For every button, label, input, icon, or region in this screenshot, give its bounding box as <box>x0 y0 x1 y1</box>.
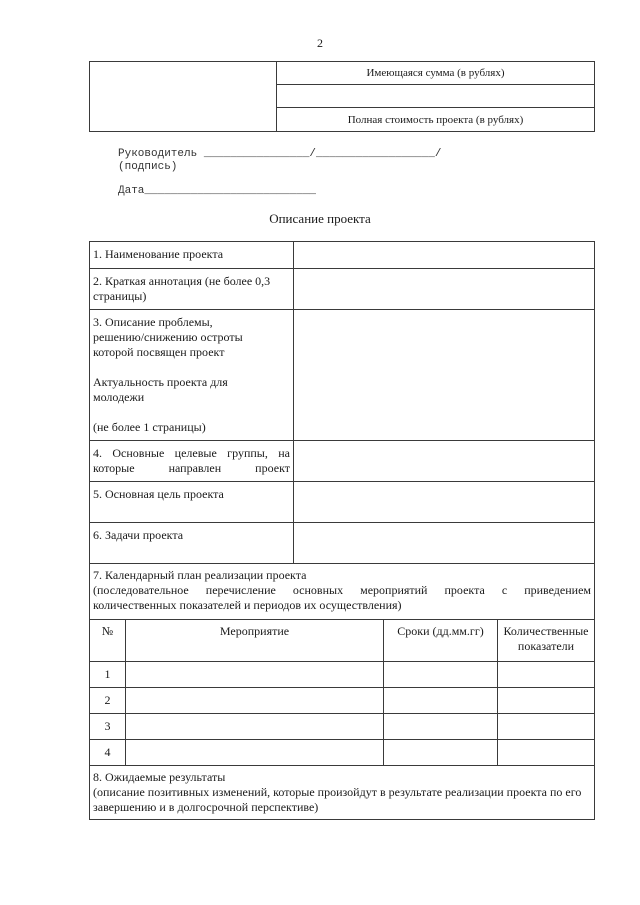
row-tasks-value <box>294 523 595 564</box>
results-heading: 8. Ожидаемые результаты <box>93 770 226 784</box>
row-project-name-label: 1. Наименование проекта <box>90 242 294 269</box>
plan-table <box>89 619 595 766</box>
row-project-name-value <box>294 242 595 269</box>
page-number: 2 <box>317 36 323 50</box>
table-cell <box>498 662 595 688</box>
full-cost-label: Полная стоимость проекта (в рублях) <box>277 108 595 132</box>
table-cell <box>384 688 498 714</box>
description-table <box>89 241 595 620</box>
row-target-groups-value <box>294 441 595 482</box>
table-cell <box>498 688 595 714</box>
table-cell <box>384 662 498 688</box>
available-sum-value-cell <box>277 85 595 108</box>
relevance-line-2: молодежи <box>93 390 145 404</box>
blank-cell <box>90 62 277 132</box>
table-row-number: 1 <box>90 662 126 688</box>
table-cell <box>498 714 595 740</box>
col-dates-header: Сроки (дд.мм.гг) <box>384 620 498 662</box>
row-problem-label <box>90 310 294 441</box>
problem-line-1: 3. Описание проблемы, <box>93 315 213 329</box>
section-title: Описание проекта <box>269 211 371 226</box>
plan-heading: 7. Календарный план реализации проекта <box>93 568 307 582</box>
row-problem-value <box>294 310 595 441</box>
plan-note-line-2: количественных показателей и периодов их осуществления) <box>93 598 402 612</box>
table-cell <box>126 714 384 740</box>
results-note: (описание позитивных изменений, которые произойдут в результате реализации проекта по его завершению и в долгосрочной перспективе) <box>93 785 582 814</box>
plan-note-line-1: (последовательное перечисление основных мероприятий проекта с приведением <box>93 583 591 597</box>
head-signature-line: Руководитель ________________/__________________/ <box>118 148 442 160</box>
row-annotation-value <box>294 269 595 310</box>
table-cell <box>126 740 384 766</box>
table-cell <box>384 714 498 740</box>
col-indicators-header: Количественные показатели <box>498 620 595 662</box>
row-goal-label: 5. Основная цель проекта <box>90 482 294 523</box>
col-number-header: № <box>90 620 126 662</box>
date-line: Дата__________________________ <box>118 185 317 197</box>
expected-results-block <box>89 765 595 820</box>
row-target-groups-label: 4. Основные целевые группы, на которые направлен проект <box>90 441 294 482</box>
available-sum-label: Имеющаяся сумма (в рублях) <box>277 62 595 85</box>
table-row-number: 3 <box>90 714 126 740</box>
table-cell <box>384 740 498 766</box>
table-cell <box>126 662 384 688</box>
problem-line-3: которой посвящен проект <box>93 345 225 359</box>
col-event-header: Мероприятие <box>126 620 384 662</box>
row-annotation-label: 2. Краткая аннотация (не более 0,3 страницы) <box>90 269 294 310</box>
sum-table <box>89 61 595 132</box>
table-row-number: 4 <box>90 740 126 766</box>
problem-line-2: решению/снижению остроты <box>93 330 243 344</box>
row-tasks-label: 6. Задачи проекта <box>90 523 294 564</box>
table-cell <box>126 688 384 714</box>
row-goal-value <box>294 482 595 523</box>
row-plan <box>90 564 595 620</box>
page-limit-note: (не более 1 страницы) <box>93 420 206 434</box>
table-row-number: 2 <box>90 688 126 714</box>
signature-caption: (подпись) <box>118 161 178 173</box>
relevance-line-1: Актуальность проекта для <box>93 375 228 389</box>
table-cell <box>498 740 595 766</box>
